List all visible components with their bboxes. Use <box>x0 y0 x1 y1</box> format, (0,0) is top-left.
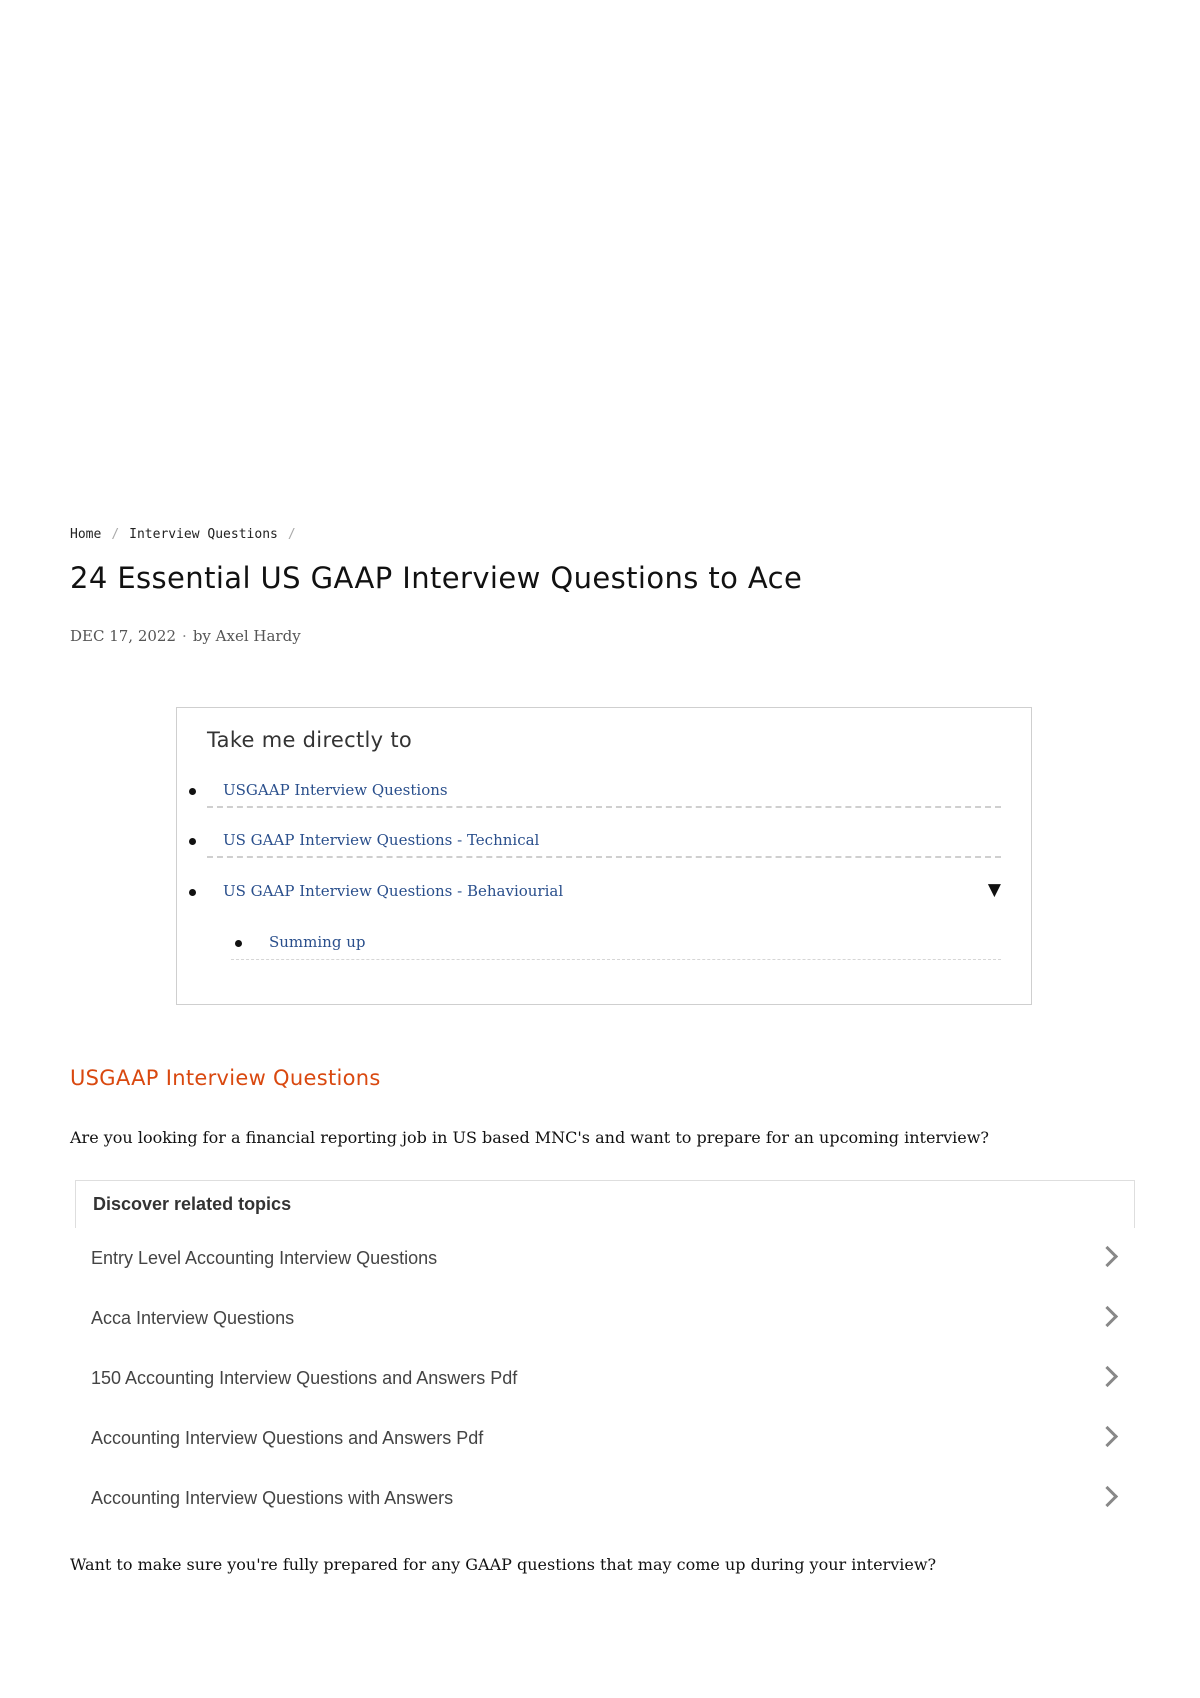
toc-item <box>207 778 1001 806</box>
intro-paragraph: Are you looking for a financial reporting job in US based MNC's and want to prepare for an upcoming interview? <box>70 1128 989 1147</box>
toc-item <box>207 828 1001 856</box>
toc-divider <box>231 959 1001 960</box>
article-author[interactable]: by Axel Hardy <box>192 627 301 645</box>
bullet-icon <box>189 889 196 896</box>
meta-separator: · <box>182 627 187 645</box>
chevron-right-icon <box>1097 1486 1118 1507</box>
bullet-icon <box>189 838 196 845</box>
caret-down-icon[interactable]: ▼ <box>987 880 1001 900</box>
toc-link-behaviourial[interactable]: US GAAP Interview Questions - Behaviourial <box>223 882 564 900</box>
toc-divider <box>207 806 1001 808</box>
toc-link-technical[interactable]: US GAAP Interview Questions - Technical <box>223 831 540 849</box>
toc-link-usgaap-interview-questions[interactable]: USGAAP Interview Questions <box>223 781 448 799</box>
related-topic-item[interactable] <box>75 1288 1135 1348</box>
toc-item <box>207 879 1001 907</box>
breadcrumb-separator: / <box>287 527 296 542</box>
related-topic-item[interactable] <box>75 1348 1135 1408</box>
table-of-contents <box>176 707 1032 1005</box>
related-topic-item[interactable] <box>75 1468 1135 1528</box>
article-date: DEC 17, 2022 <box>70 627 177 645</box>
bullet-icon <box>235 940 242 947</box>
related-topic-label: Entry Level Accounting Interview Questions <box>91 1248 438 1268</box>
related-topics-panel <box>75 1180 1135 1528</box>
related-topic-label: Accounting Interview Questions with Answers <box>91 1488 454 1508</box>
page-title: 24 Essential US GAAP Interview Questions to Ace <box>70 561 803 595</box>
toc-divider <box>207 856 1001 858</box>
chevron-right-icon <box>1097 1366 1118 1387</box>
breadcrumb-separator: / <box>111 527 120 542</box>
breadcrumb-interview-questions-link[interactable]: Interview Questions <box>129 527 278 542</box>
related-topic-label: Acca Interview Questions <box>91 1308 295 1328</box>
related-topic-item[interactable] <box>75 1408 1135 1468</box>
breadcrumb-home-link[interactable]: Home <box>70 527 102 542</box>
related-topic-item[interactable] <box>75 1228 1135 1288</box>
toc-sub-item <box>253 930 1001 958</box>
toc-heading: Take me directly to <box>207 728 413 752</box>
chevron-right-icon <box>1097 1426 1118 1447</box>
related-topics-header: Discover related topics <box>75 1180 1135 1228</box>
bullet-icon <box>189 788 196 795</box>
chevron-right-icon <box>1097 1306 1118 1327</box>
related-topic-label: 150 Accounting Interview Questions and Answers Pdf <box>91 1368 518 1388</box>
breadcrumb <box>70 527 306 542</box>
related-topic-label: Accounting Interview Questions and Answers Pdf <box>91 1428 484 1448</box>
chevron-right-icon <box>1097 1246 1118 1267</box>
followup-paragraph: Want to make sure you're fully prepared for any GAAP questions that may come up during your interview? <box>70 1555 937 1574</box>
toc-link-summing-up[interactable]: Summing up <box>269 933 366 951</box>
section-heading: USGAAP Interview Questions <box>70 1066 381 1090</box>
article-meta <box>70 627 301 645</box>
